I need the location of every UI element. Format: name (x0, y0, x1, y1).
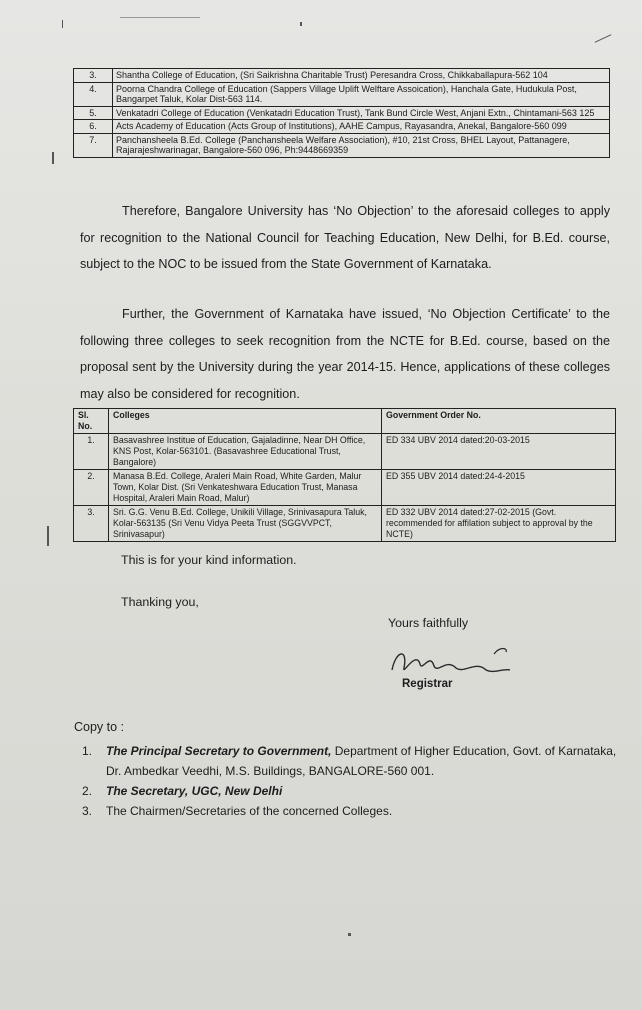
table-row: 6. Acts Academy of Education (Acts Group of Institutions), AAHE Campus, Rayasandra, Anekal, Bangalore-560 099 (74, 120, 610, 134)
header-sl-no: Sl. No. (74, 409, 109, 434)
table-row: 7. Panchansheela B.Ed. College (Panchansheela Welfare Association), #10, 21st Cross, BHEL Layout, Pattanagere, Rajarajeshwarinagar, Bangalore-560 096, Ph:9448669359 (74, 133, 610, 157)
table-row: 5. Venkatadri College of Education (Venkatadri Education Trust), Tank Bund Circle West, Anjani Extn., Chintamani-563 125 (74, 106, 610, 120)
signature-block (386, 640, 516, 693)
table-row: 1. Basavashree Institue of Education, Gajaladinne, Near DH Office, KNS Post, Kolar-563101. (Basavashree Educational Trust, Bangalore) ED 334 UBV 2014 dated:20-03-2015 (74, 434, 616, 470)
table-row: 3. Shantha College of Education, (Sri Saikrishna Charitable Trust) Peresandra Cross, Chikkaballapura-562 104 (74, 69, 610, 83)
thanking-line: Thanking you, (121, 595, 199, 609)
table-row: 3. Sri. G.G. Venu B.Ed. College, Unikili Village, Srinivasapura Taluk, Kolar-563135 (Sri Venu Vidya Peeta Trust (SGGVVPCT, Srinivasapur) ED 332 UBV 2014 dated:27-02-2015 (Govt. recommended for affilation subject to approval by the NCTE) (74, 506, 616, 542)
copy-to-heading: Copy to : (74, 720, 125, 734)
list-item: 3. The Chairmen/Secretaries of the concerned Colleges. (82, 804, 393, 818)
copy-to-list (82, 741, 616, 821)
signature-title: Registrar (402, 678, 453, 690)
info-line: This is for your kind information. (121, 553, 297, 567)
table-row: 2. Manasa B.Ed. College, Araleri Main Road, White Garden, Malur Town, Kolar Dist. (Sri Venkateshwara Education Trust, Manasa Hospital, Araleri Main Road, Malur) ED 355 UBV 2014 dated:24-4-2015 (74, 470, 616, 506)
header-government-order: Government Order No. (382, 409, 616, 434)
table-header-row (74, 409, 616, 434)
list-item: 2. The Secretary, UGC, New Delhi (82, 784, 283, 798)
list-item: 1. The Principal Secretary to Government, Department of Higher Education, Govt. of Karnataka, Dr. Ambedkar Veedhi, M.S. Buildings, BANGALORE-560 001. (82, 744, 617, 778)
paragraph-no-objection: Therefore, Bangalore University has ‘No Objection’ to the aforesaid colleges to apply for recognition to the National Council for Teaching Education, New Delhi, for B.Ed. course, subject to the NOC to be issued from the State Government of Karnataka. (80, 204, 610, 271)
yours-faithfully: Yours faithfully (388, 616, 469, 630)
government-order-table (73, 408, 616, 542)
colleges-table-continued (73, 68, 610, 158)
table-row: 4. Poorna Chandra College of Education (Sappers Village Uplift Welftare Assoication), Hanchala Gate, Hudukula Post, Bangarpet Taluk, Kolar Dist-563 114. (74, 82, 610, 106)
header-colleges: Colleges (109, 409, 382, 434)
paragraph-noc-government: Further, the Government of Karnataka have issued, ‘No Objection Certificate’ to the following three colleges to seek recognition from the NCTE for B.Ed. course, based on the proposal sent by the University during the year 2014-15. Hence, applications of these colleges may also be considered for recognition. (80, 307, 610, 401)
